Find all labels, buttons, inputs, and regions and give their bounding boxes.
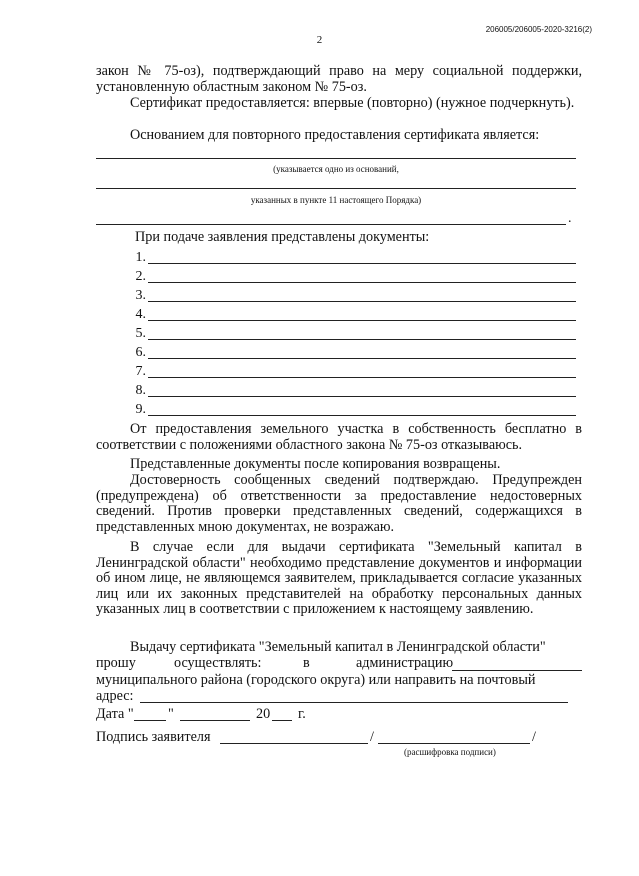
- signature-slash-2: /: [532, 729, 536, 745]
- address-label: адрес:: [96, 688, 134, 704]
- date-month-field[interactable]: [180, 707, 250, 721]
- document-row-line[interactable]: [148, 396, 576, 397]
- document-row-line[interactable]: [148, 339, 576, 340]
- date-year-field[interactable]: [272, 707, 292, 721]
- document-row-number: 8.: [135, 383, 146, 398]
- administration-word: администрацию: [356, 655, 454, 671]
- paragraph-consent: В случае если для выдачи сертификата "Земельный капитал в Ленинградской области" необходимо представление документов и информации об ином лице, не являющемся заявителем, прикладывается согласие указанных лиц или их законных представителей на обработку персональных данных указанных лиц в соответствии с приложением к настоящему заявлению.: [96, 539, 582, 618]
- document-row-3[interactable]: [96, 288, 582, 304]
- paragraph-refusal: От предоставления земельного участка в собственность бесплатно в соответствии с положениями областного закона № 75-оз отказываюсь.: [96, 421, 582, 453]
- signature-label: Подпись заявителя: [96, 729, 211, 745]
- administration-field[interactable]: [452, 656, 582, 671]
- document-row-1[interactable]: [96, 250, 582, 266]
- address-field[interactable]: [140, 702, 568, 703]
- date-day-field[interactable]: [134, 707, 166, 721]
- document-row-2[interactable]: [96, 269, 582, 285]
- document-row-number: 4.: [135, 307, 146, 322]
- page-number: 2: [316, 34, 323, 46]
- paragraph-issuance: Выдачу сертификата "Земельный капитал в Ленинградской области": [130, 639, 546, 655]
- signature-decipher-field[interactable]: [378, 730, 530, 744]
- date-label: Дата ": [96, 706, 134, 722]
- document-row-9[interactable]: [96, 402, 582, 418]
- paragraph-certificate-issued: Сертификат предоставляется: впервые (повторно) (нужное подчеркнуть).: [130, 95, 575, 111]
- signature-field[interactable]: [220, 730, 368, 744]
- date-quote: ": [168, 706, 174, 722]
- document-row-number: 2.: [135, 269, 146, 284]
- grounds-line-1[interactable]: [96, 158, 576, 159]
- document-row-line[interactable]: [148, 377, 576, 378]
- prosu-word: прошу: [96, 655, 136, 671]
- issuance-administration-row: [96, 656, 582, 672]
- documents-intro: При подаче заявления представлены документы:: [135, 229, 430, 245]
- date-suffix: г.: [298, 706, 306, 722]
- signature-caption: (расшифровка подписи): [404, 747, 496, 757]
- document-row-line[interactable]: [148, 415, 576, 416]
- grounds-caption-1: (указывается одно из оснований,: [273, 164, 399, 174]
- document-row-6[interactable]: [96, 345, 582, 361]
- document-row-number: 1.: [135, 250, 146, 265]
- document-row-number: 3.: [135, 288, 146, 303]
- signature-slash-1: /: [370, 729, 374, 745]
- document-id: 206005/206005-2020-3216(2): [485, 25, 592, 34]
- document-row-4[interactable]: [96, 307, 582, 323]
- paragraph-municipal: муниципального района (городского округа) или направить на почтовый: [96, 672, 536, 688]
- document-row-5[interactable]: [96, 326, 582, 342]
- document-row-8[interactable]: [96, 383, 582, 399]
- grounds-line-3[interactable]: [96, 224, 566, 225]
- date-year-prefix: 20: [256, 706, 271, 722]
- date-row: [96, 707, 582, 725]
- paragraph-repeat-grounds: Основанием для повторного предоставления сертификата является:: [130, 127, 540, 143]
- document-row-number: 9.: [135, 402, 146, 417]
- document-row-number: 5.: [135, 326, 146, 341]
- paragraph-documents-returned: Представленные документы после копирования возвращены.: [130, 456, 501, 472]
- osushestvlyat-word: осуществлять:: [174, 655, 262, 671]
- document-row-line[interactable]: [148, 263, 576, 264]
- document-row-7[interactable]: [96, 364, 582, 380]
- document-row-line[interactable]: [148, 282, 576, 283]
- grounds-trailing-dot: .: [568, 211, 572, 226]
- v-word: в: [303, 655, 310, 671]
- paragraph-law-reference: закон № 75-оз), подтверждающий право на меру социальной поддержки, установленную областным законом № 75-оз.: [96, 63, 582, 95]
- document-row-number: 7.: [135, 364, 146, 379]
- document-row-number: 6.: [135, 345, 146, 360]
- document-row-line[interactable]: [148, 358, 576, 359]
- document-row-line[interactable]: [148, 320, 576, 321]
- grounds-line-2[interactable]: [96, 188, 576, 189]
- document-row-line[interactable]: [148, 301, 576, 302]
- paragraph-confirmation: Достоверность сообщенных сведений подтверждаю. Предупрежден (предупреждена) об ответственности за предоставление недостоверных сведений. Против проверки представленных сведений, содержащихся в представленных мною документах, не возражаю.: [96, 472, 582, 535]
- signature-row: [96, 730, 582, 748]
- grounds-caption-2: указанных в пункте 11 настоящего Порядка): [250, 195, 422, 205]
